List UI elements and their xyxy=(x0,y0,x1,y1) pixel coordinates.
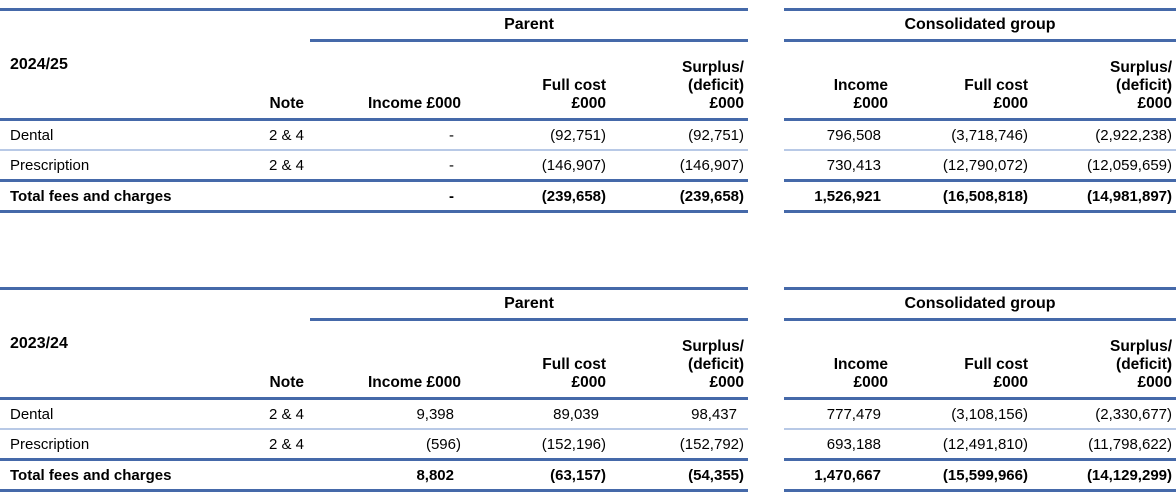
parent-table xyxy=(0,287,748,492)
col-header-line: £000 xyxy=(993,374,1028,391)
col-header-line: Income xyxy=(833,77,888,94)
row-label: Prescription xyxy=(0,150,222,181)
table-row xyxy=(0,150,748,181)
value-cell: 693,188 xyxy=(784,429,892,460)
parent-group-header: Parent xyxy=(310,289,748,320)
value-cell: - xyxy=(310,181,465,212)
statement-2023-24 xyxy=(0,287,1176,492)
value-cell: 777,479 xyxy=(784,399,892,430)
value-cell: (92,751) xyxy=(610,120,748,151)
value-cell: (12,491,810) xyxy=(892,429,1032,460)
value-cell: (63,157) xyxy=(465,460,610,491)
col-header-line: £000 xyxy=(853,95,888,112)
col-header-line: £000 xyxy=(1137,95,1173,112)
value-cell: 1,470,667 xyxy=(784,460,892,491)
table-row xyxy=(784,181,1176,212)
value-cell: 730,413 xyxy=(784,150,892,181)
table-row xyxy=(0,120,748,151)
year-label: 2023/24 xyxy=(0,289,222,399)
consolidated-group-header: Consolidated group xyxy=(784,10,1176,41)
row-label: Prescription xyxy=(0,429,222,460)
value-cell: (152,196) xyxy=(465,429,610,460)
value-cell: - xyxy=(310,120,465,151)
value-cell: (11,798,622) xyxy=(1032,429,1176,460)
col-header-line: Full cost xyxy=(542,77,606,94)
value-cell: (16,508,818) xyxy=(892,181,1032,212)
col-header-line: Surplus/ xyxy=(1110,59,1173,76)
col-header-line: (deficit) xyxy=(688,356,744,373)
value-cell: (146,907) xyxy=(610,150,748,181)
value-cell: (15,599,966) xyxy=(892,460,1032,491)
consolidated-header-row xyxy=(784,320,1176,399)
col-header-income xyxy=(784,320,892,399)
col-header-line: £000 xyxy=(1137,374,1173,391)
group-row-spacer xyxy=(222,10,310,41)
col-header-income xyxy=(310,41,465,120)
col-header-line: (deficit) xyxy=(688,77,744,94)
row-label: Total fees and charges xyxy=(0,460,222,491)
col-header-surplus xyxy=(610,320,748,399)
row-label: Total fees and charges xyxy=(0,181,222,212)
col-header-line: £000 xyxy=(709,95,744,112)
table-row xyxy=(784,150,1176,181)
col-header-line: Full cost xyxy=(964,77,1028,94)
consolidated-group-header: Consolidated group xyxy=(784,289,1176,320)
col-header-line: £000 xyxy=(993,95,1028,112)
value-cell: (12,790,072) xyxy=(892,150,1032,181)
value-cell: (14,129,299) xyxy=(1032,460,1176,491)
value-cell: (152,792) xyxy=(610,429,748,460)
col-header-line: £000 xyxy=(571,374,606,391)
parent-group-row xyxy=(0,289,748,320)
consolidated-group-row xyxy=(784,10,1176,41)
consolidated-group-row xyxy=(784,289,1176,320)
parent-table xyxy=(0,8,748,213)
value-cell: (239,658) xyxy=(465,181,610,212)
group-row-spacer xyxy=(222,289,310,320)
table-row xyxy=(0,399,748,430)
statement-2024-25 xyxy=(0,8,1176,213)
note-cell: 2 & 4 xyxy=(222,429,310,460)
note-cell xyxy=(222,181,310,212)
parent-group-row xyxy=(0,10,748,41)
col-header-surplus xyxy=(1032,41,1176,120)
col-header-line: Full cost xyxy=(964,356,1028,373)
value-cell: (14,981,897) xyxy=(1032,181,1176,212)
col-header-line: £000 xyxy=(709,374,744,391)
note-cell: 2 & 4 xyxy=(222,120,310,151)
value-cell: (2,330,677) xyxy=(1032,399,1176,430)
value-cell: (239,658) xyxy=(610,181,748,212)
value-cell: (146,907) xyxy=(465,150,610,181)
value-cell: 89,039 xyxy=(465,399,610,430)
col-header-line: £000 xyxy=(571,95,606,112)
note-cell xyxy=(222,460,310,491)
col-header-line: Income £000 xyxy=(367,374,461,391)
col-header-surplus xyxy=(610,41,748,120)
col-header-line: £000 xyxy=(853,374,888,391)
value-cell: 8,802 xyxy=(310,460,465,491)
row-label: Dental xyxy=(0,399,222,430)
value-cell: (2,922,238) xyxy=(1032,120,1176,151)
value-cell: (54,355) xyxy=(610,460,748,491)
col-header-line: Full cost xyxy=(542,356,606,373)
col-header-full-cost xyxy=(892,41,1032,120)
value-cell: 1,526,921 xyxy=(784,181,892,212)
col-header-full-cost xyxy=(892,320,1032,399)
col-header-line: Income xyxy=(833,356,888,373)
col-header-line: Surplus/ xyxy=(681,338,744,355)
table-row xyxy=(784,399,1176,430)
value-cell: 9,398 xyxy=(310,399,465,430)
consolidated-table xyxy=(784,8,1176,213)
consolidated-header-row xyxy=(784,41,1176,120)
row-label: Dental xyxy=(0,120,222,151)
value-cell: - xyxy=(310,150,465,181)
col-header-income xyxy=(784,41,892,120)
value-cell: (3,718,746) xyxy=(892,120,1032,151)
col-header-line: Surplus/ xyxy=(681,59,744,76)
value-cell: (3,108,156) xyxy=(892,399,1032,430)
col-header-line: (deficit) xyxy=(1116,77,1173,94)
col-header-line: (deficit) xyxy=(1116,356,1173,373)
value-cell: (12,059,659) xyxy=(1032,150,1176,181)
value-cell: (92,751) xyxy=(465,120,610,151)
note-cell: 2 & 4 xyxy=(222,150,310,181)
col-header-line: Surplus/ xyxy=(1110,338,1173,355)
col-header-full-cost xyxy=(465,320,610,399)
year-label: 2024/25 xyxy=(0,10,222,120)
value-cell: 98,437 xyxy=(610,399,748,430)
table-row xyxy=(784,120,1176,151)
table-row xyxy=(0,429,748,460)
value-cell: (596) xyxy=(310,429,465,460)
col-header-line: Income £000 xyxy=(367,95,461,112)
note-cell: 2 & 4 xyxy=(222,399,310,430)
col-header-full-cost xyxy=(465,41,610,120)
table-row xyxy=(784,460,1176,491)
parent-group-header: Parent xyxy=(310,10,748,41)
consolidated-table xyxy=(784,287,1176,492)
table-row xyxy=(0,460,748,491)
table-row xyxy=(784,429,1176,460)
col-header-note: Note xyxy=(222,320,310,399)
value-cell: 796,508 xyxy=(784,120,892,151)
col-header-note: Note xyxy=(222,41,310,120)
col-header-surplus xyxy=(1032,320,1176,399)
col-header-income xyxy=(310,320,465,399)
table-row xyxy=(0,181,748,212)
